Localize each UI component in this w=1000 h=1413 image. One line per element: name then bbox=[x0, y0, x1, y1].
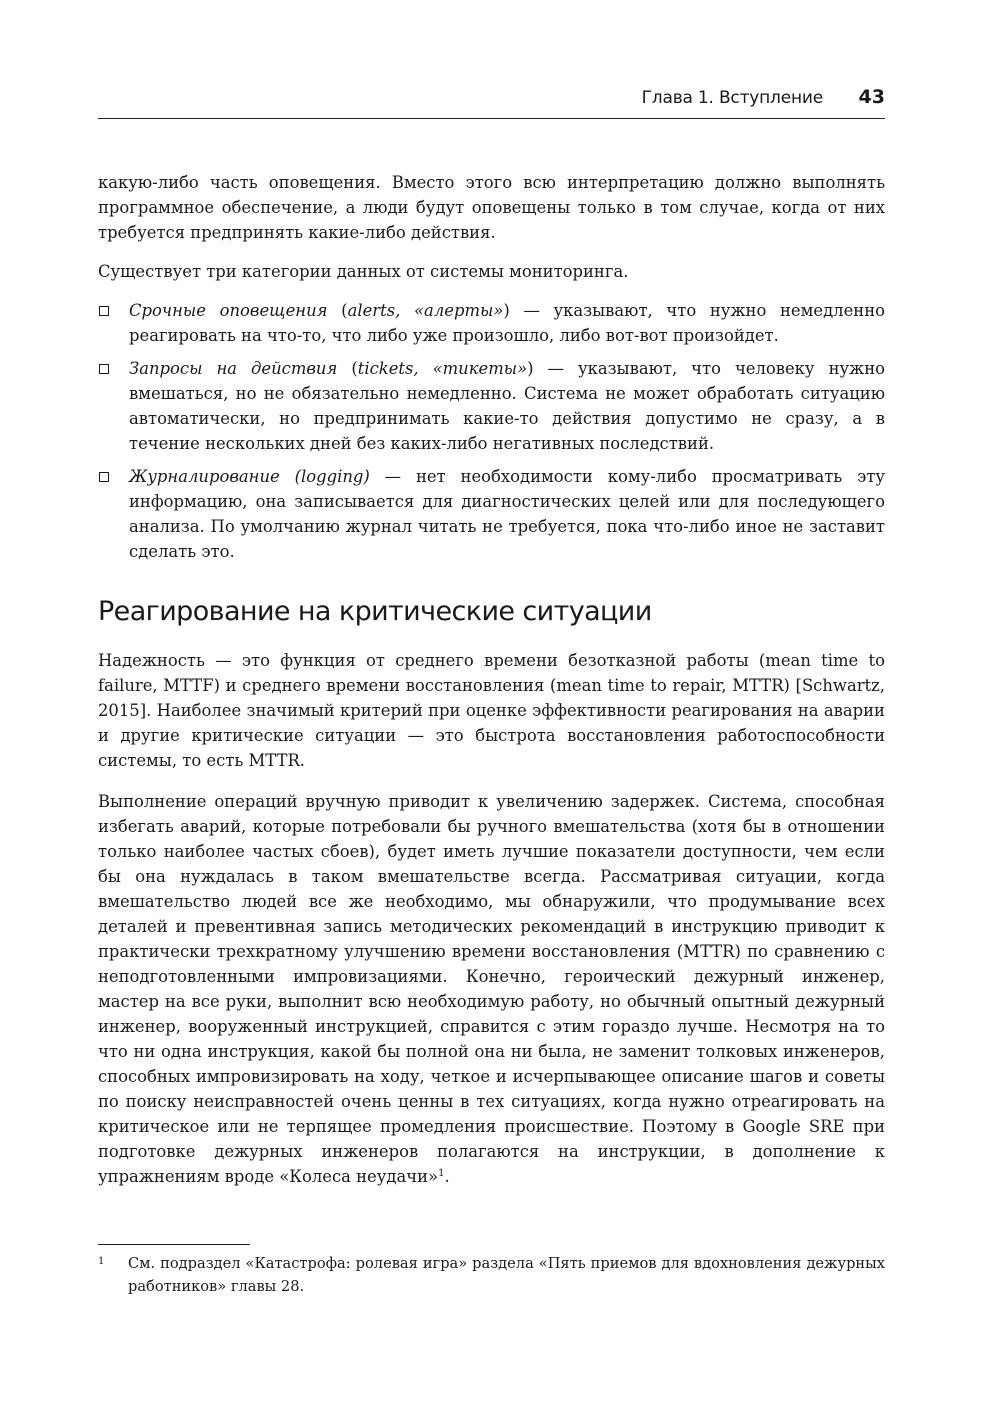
term: Срочные оповещения bbox=[129, 301, 328, 320]
list-item bbox=[98, 298, 885, 348]
footnote bbox=[98, 1252, 885, 1298]
paragraph-end: . bbox=[444, 1167, 450, 1186]
list-item bbox=[98, 356, 885, 456]
checkbox-bullet-icon bbox=[99, 472, 109, 482]
list-item-text: ) — указывают, что нужно немедленно реагировать на что-то, что либо уже произошло, либо вот-вот произойдет. bbox=[129, 301, 886, 345]
chapter-title: Глава 1. Вступление bbox=[641, 88, 823, 108]
checkbox-bullet-icon bbox=[99, 364, 109, 374]
term-english: alerts, «алерты» bbox=[347, 301, 504, 320]
paragraph bbox=[98, 789, 885, 1189]
list-item-text: — нет необходимости кому-либо просматривать эту информацию, она записывается для диагностических целей или для последующего анализа. По умолчанию журнал читать не требуется, пока что-либо иное не заставит сделать это. bbox=[129, 467, 885, 561]
footnote-text: См. подраздел «Катастрофа: ролевая игра» раздела «Пять приемов для вдохновления дежурных работников» главы 28. bbox=[128, 1255, 885, 1295]
checkbox-bullet-icon bbox=[99, 306, 109, 316]
paragraph-text: Выполнение операций вручную приводит к увеличению задержек. Система, способная избегать аварий, которые потребовали бы ручного вмешательства (хотя бы в отношении только наиболее частых сбоев), будет иметь лучшие показатели доступности, чем если бы она нуждалась в таком вмешательстве всегда. Рассматривая ситуации, когда вмешательство людей все же необходимо, мы обнаружили, что продумывание всех деталей и превентивная запись методических рекомендаций в инструкцию приводит к практически трехкратному улучшению времени восстановления (MTTR) по сравнению с неподготовленными импровизациями. Конечно, героический дежурный инженер, мастер на все руки, выполнит всю необходимую работу, но обычный опытный дежурный инженер, вооруженный инструкцией, справится с этим гораздо лучше. Несмотря на то что ни одна инструкция, какой бы полной она ни была, не заменит толковых инженеров, способных импровизировать на ходу, четкое и исчерпывающее описание шагов и советы по поиску неисправностей очень ценны в тех ситуациях, когда нужно отреагировать на критическое или не терпящее промедления происшествие. Поэтому в Google SRE при подготовке дежурных инженеров полагаются на инструкции, в дополнение к упражнениям вроде «Колеса неудачи» bbox=[98, 792, 885, 1186]
footnote-divider bbox=[98, 1244, 250, 1245]
section-heading: Реагирование на критические ситуации bbox=[98, 596, 652, 627]
bullet-list bbox=[98, 298, 885, 572]
term: Журналирование (logging) bbox=[129, 467, 370, 486]
list-item-text: ) — указывают, что человеку нужно вмешаться, но не обязательно немедленно. Система не может обработать ситуацию автоматически, но предпринимать какие-то действия допустимо не сразу, а в течение нескольких дней без каких-либо негативных последствий. bbox=[129, 359, 886, 453]
paragraph: Надежность — это функция от среднего времени безотказной работы (mean time to failure, MTTF) и среднего времени восстановления (mean time to repair, MTTR) [Schwartz, 2015]. Наиболее значимый критерий при оценке эффективности реагирования на аварии и другие критические ситуации — это быстрота восстановления работоспособности системы, то есть MTTR. bbox=[98, 651, 885, 770]
term-english: tickets, «тикеты» bbox=[357, 359, 528, 378]
footnote-mark: 1 bbox=[98, 1256, 105, 1267]
paren: ( bbox=[337, 359, 358, 378]
page-number: 43 bbox=[858, 86, 885, 108]
list-item bbox=[98, 464, 885, 564]
paragraph: Существует три категории данных от системы мониторинга. bbox=[98, 262, 629, 281]
running-header bbox=[98, 84, 885, 119]
paragraph: какую-либо часть оповещения. Вместо этого всю интерпретацию должно выполнять программное обеспечение, а люди будут оповещены только в том случае, когда от них требуется предпринять какие-либо действия. bbox=[98, 173, 885, 242]
term: Запросы на действия bbox=[129, 359, 338, 378]
footnote-reference[interactable]: 1 bbox=[438, 1168, 445, 1179]
paren: ( bbox=[327, 301, 348, 320]
